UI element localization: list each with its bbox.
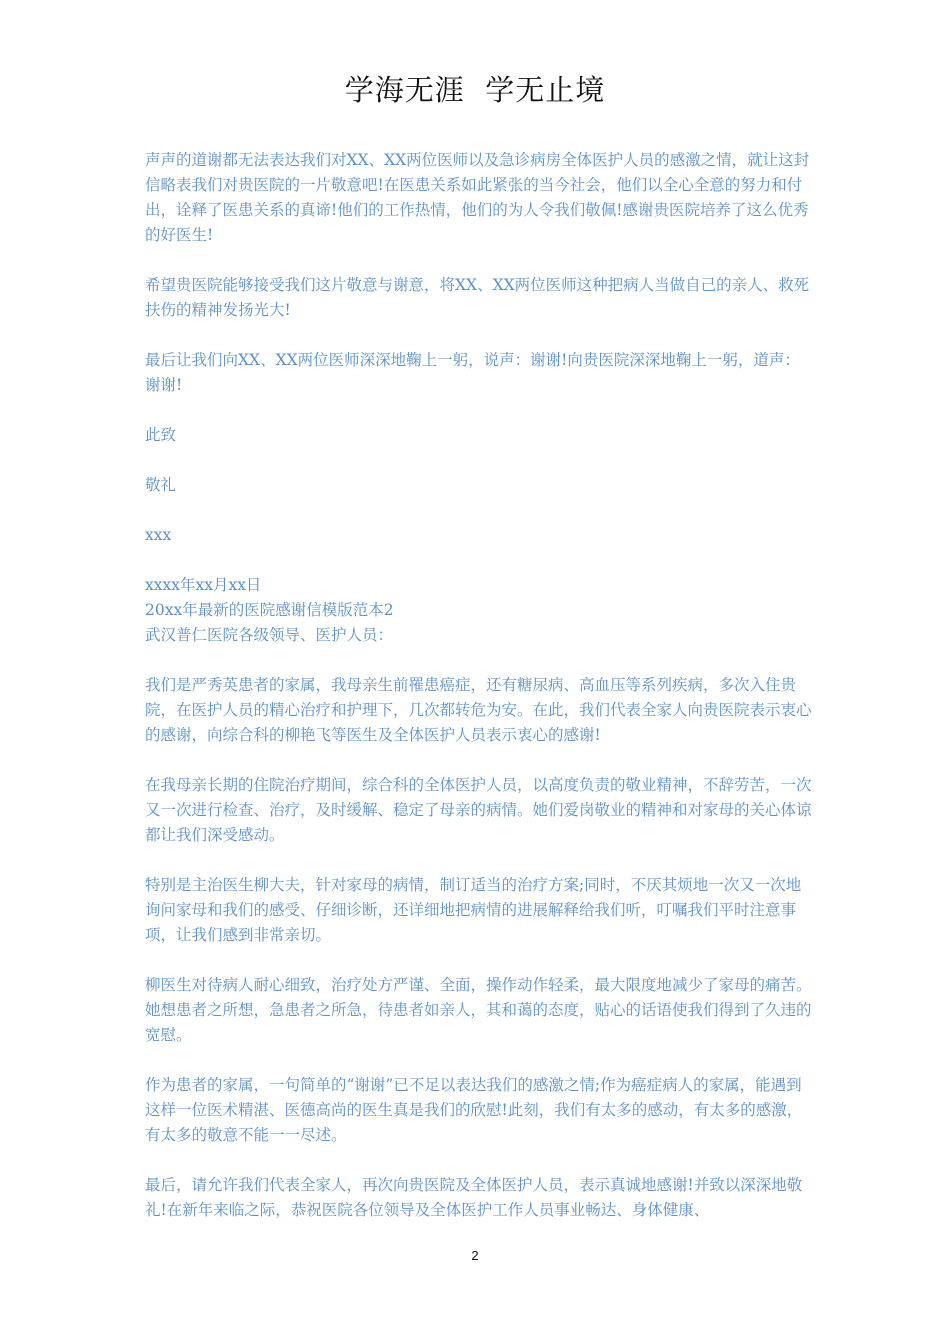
letter-body xyxy=(145,148,815,1248)
section-title: 20xx年最新的医院感谢信模版范本2 xyxy=(145,601,394,619)
paragraph-final: 最后，请允许我们代表全家人，再次向贵医院及全体医护人员，表示真诚地感谢!并致以深深地敬礼!在新年来临之际，恭祝医院各位领导及全体医护工作人员事业畅达、身体健康、 xyxy=(145,1176,803,1219)
signature-name: xxx xyxy=(145,526,172,544)
paragraph-family: 我们是严秀英患者的家属，我母亲生前罹患癌症，还有糖尿病、高血压等系列疾病，多次入住贵院，在医护人员的精心治疗和护理下，几次都转危为安。在此，我们代表全家人向贵医院表示衷心的感谢，向综合科的柳艳飞等医生及全体医护人员表示衷心的感谢! xyxy=(145,676,812,744)
closing-jingli: 敬礼 xyxy=(145,476,177,494)
closing-cizhi: 此致 xyxy=(145,426,177,444)
page-number: 2 xyxy=(471,1248,479,1263)
paragraph-bow: 最后让我们向XX、XX两位医师深深地鞠上一躬，说声：谢谢!向贵医院深深地鞠上一躬，道声：谢谢! xyxy=(145,351,800,394)
signature-date: xxxx年xx月xx日 xyxy=(145,576,262,594)
page-header-title: 学海无涯 学无止境 xyxy=(344,73,606,107)
paragraph-patience: 柳医生对待病人耐心细致，治疗处方严谨、全面，操作动作轻柔，最大限度地减少了家母的痛苦。她想患者之所想，急患者之所急，待患者如亲人，其和蔼的态度，贴心的话语使我们得到了久违的宽慰。 xyxy=(145,976,812,1044)
paragraph-gratitude: 声声的道谢都无法表达我们对XX、XX两位医师以及急诊病房全体医护人员的感激之情，就让这封信略表我们对贵医院的一片敬意吧!在医患关系如此紧张的当今社会，他们以全心全意的努力和付出，诠释了医患关系的真谛!他们的工作热情，他们的为人令我们敬佩!感谢贵医院培养了这么优秀的好医生! xyxy=(145,151,810,244)
paragraph-hospital-stay: 在我母亲长期的住院治疗期间，综合科的全体医护人员，以高度负责的敬业精神，不辞劳苦，一次又一次进行检查、治疗，及时缓解、稳定了母亲的病情。她们爱岗敬业的精神和对家母的关心体谅都让我们深受感动。 xyxy=(145,776,812,844)
salutation: 武汉普仁医院各级领导、医护人员： xyxy=(145,626,394,644)
paragraph-hope: 希望贵医院能够接受我们这片敬意与谢意，将XX、XX两位医师这种把病人当做自己的亲人、救死扶伤的精神发扬光大! xyxy=(145,276,810,319)
paragraph-doctor-liu: 特别是主治医生柳大夫，针对家母的病情，制订适当的治疗方案;同时，不厌其烦地一次又一次地询问家母和我们的感受、仔细诊断，还详细地把病情的进展解释给我们听，叮嘱我们平时注意事项，让我们感到非常亲切。 xyxy=(145,876,802,944)
paragraph-thanks: 作为患者的家属，一句简单的“谢谢”已不足以表达我们的感激之情;作为癌症病人的家属，能遇到这样一位医术精湛、医德高尚的医生真是我们的欣慰!此刻，我们有太多的感动，有太多的感激，有太多的敬意不能一一尽述。 xyxy=(145,1076,803,1144)
